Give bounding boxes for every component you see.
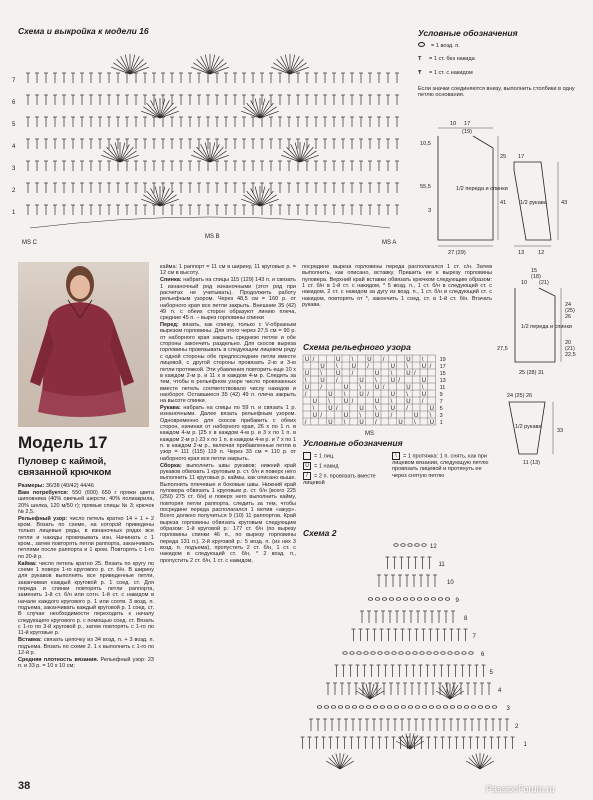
svg-text:24: 24 — [565, 302, 572, 308]
svg-text:U: U — [320, 364, 325, 370]
svg-text:\: \ — [375, 406, 377, 412]
svg-text:\: \ — [312, 406, 315, 412]
svg-text:/: / — [429, 364, 432, 370]
svg-text:/: / — [367, 392, 369, 398]
p2-top-a: 15 — [531, 268, 538, 274]
svg-text:U: U — [421, 364, 427, 370]
pattern-front-back-2 — [495, 266, 591, 382]
p1-center: 1/2 переда и спинки — [456, 186, 508, 192]
chart2-row-number: 9 — [455, 598, 459, 604]
top-chart-row-number: 2 — [12, 188, 16, 194]
svg-text:U: U — [359, 378, 364, 384]
relief-row-number: 15 — [439, 371, 446, 377]
svg-text:/: / — [351, 371, 354, 377]
svg-text:\: \ — [343, 420, 346, 426]
crochet-chart-2 — [300, 535, 525, 790]
legend-top-note: Если значки соединяются внизу, выполнить столбики в одну петлю основания. — [418, 86, 575, 99]
svg-text:24 (25) 26: 24 (25) 26 — [507, 393, 533, 399]
svg-text:U: U — [390, 364, 395, 370]
svg-text:\: \ — [343, 392, 346, 398]
svg-text:U: U — [390, 392, 395, 398]
svg-text:U: U — [343, 399, 349, 405]
relief-row-number: 3 — [439, 413, 443, 419]
relief-row-number: 17 — [439, 364, 446, 370]
knit-icon — [303, 452, 311, 460]
top-chart-row-number: 6 — [12, 100, 16, 106]
p1s-center: 1/2 рукава — [520, 200, 547, 206]
p1-top: 10 — [450, 121, 457, 127]
model-photo-illustration — [18, 262, 149, 427]
relief-chart-label: MS — [365, 431, 374, 437]
text-column-1: Размеры: 36/38 (40/42) 44/46 Вам потребуется: 550 (600) 650 г пряжи цвета шиповника (40% овечьей шерсти, 40% полиакрила, 20% шелка, 120 м/50 г); прямые спицы № 3; крючок № 2,5. Рельефный узор: число петель кратно 14 + 1 + 2 кром. Вязать по схеме, на которой приведены только лицевые ряды, в изнаночных рядах все петли и накиды провязывать изн. Начинать с 1 кром., затем повторять петли раппорта, заканчивать петлями после раппорта и 1 кром. Повторять с 1-го по 20-й р. Кайма: число петель кратно 25. Вязать по кругу по схеме 1 поверх 1-го кругового р. ст. б/н. В ширину для рукавов выполнять все приведенные петли, заканчивая каждый круговой р. 1 соед. ст. Для переда и спинки повторять петли раппорта, заменить 1-й ст. б/н или сотн. 1-й ст. с накидом в начале каждого кругового р. 1 или соотв. 3 возд. п. подъема, заканчивать каждый круговой р. 1 соед. ст. В случае необходимости переходить к началу следующего кругового р. с помощью соед. ст. Вязать с 1-го по 3-й круговой р., затем повторять с 1-го по 11-й круговые р. Вставка: связать цепочку из 34 возд. п. + 3 возд. п. подъема. Вязать по схеме 2. 1 х выполнить с 1-го по 12-й р. Средняя плотность вязания. Рельефный узор: 23 п. и 33 р. = 10 х 10 см; — [18, 483, 155, 670]
p2-top-paren-a: (18) — [531, 274, 541, 280]
model-subtitle: Пуловер с каймой, связанной крючком — [18, 456, 112, 478]
svg-text:(25): (25) — [565, 308, 575, 314]
model-title: Модель 17 — [18, 433, 108, 452]
svg-text:/: / — [320, 385, 323, 391]
pattern-front-back-1 — [418, 118, 590, 258]
legend-top-item-chain: = 1 возд. п. — [418, 42, 588, 56]
svg-text:/: / — [382, 357, 385, 363]
svg-text:U: U — [375, 371, 380, 377]
text-column-2: кайма: 1 раппорт = 11 см в ширину, 11 круговых р. = 12 см в высоту. Спинка: набрать на спицы 115 (129) 143 п. и связать 1 изнаночный ряд изнаночными (этот ряд при расчетах не учитывать). Продолжить работу рельефным узором. Через 48,5 см = 160 р. от наборного края все петли закрыть. Внешние 35 (42) 49 п. с обеих сторон образуют линию плеча, средние 45 п. – вырез горловины спинки Перед: вязать, как спинку, только с V-образным вырезом горловины. Для этого через 27,5 см = 90 р. от наборного края закрыть среднюю петлю и обе стороны закончить раздельно. Для скосов выреза горловины провязывать в следующем лицевом ряду с одной стороны обе предпоследние петли вместе лицевой, с другой стороны провязать 2-ю и 3-ю петли протяжкой. Эти убавления повторить еще 10 х в каждом 2-м р. и 11 х в каждом 4-м р. Следить за тем, чтобы в рельефном узоре число провязанных вместе петель соответствовало числу накидов и наоборот. Оставшиеся 35 (42) 49 п. плеча закрыть на высоте спинки. Рукава: набрать на спицы по 59 п. и связать 1 р. изнаночными. Далее вязать рельефным узором. Одновременно для скосов прибавить с обеих сторон, начиная от наборного края, 26 х по 1 п. в каждом 4-м р. [25 х в каждом 4-м р. и 3 х по 1 п. в каждом 2-м р.) 23 х по 1 п. в каждом 4-м р. и 7 х по 1 п. в каждом 2-м р., включая прибавленные петли в узор = 111 (115) 119 п. Через 33 см = 110 р. от наборного края все петли закрыть. Сборка: выполнить швы рукавов; нижний край рукавов обвязать 1 круговым р. ст. б/н и поверх него выполнить 11 круговых р. каймы, как описано выше. Выполнить плечевые и боковые швы. Нижний край пуловера обвязать 1 круговым р. ст. б/н [всего 225 (250) 275 ст. б/н] и поверх него выполнить кайму, повторяя петли раппорта, следить за тем, чтобы посредине переда располагался 1 мотив «ажур». Всего должно получиться 9 (10) 11 раппортов. Край выреза горловины обвязать круговым следующим образом: 1-й круговой р.: 177 ст. б/н (по вырезу горловины спинки 46 п., по вырезу горловины переда 131 п.). 2-й круговой р.: 5 возд. п. (из них 3 возд. п. подъема), пропустить 2 ст. б/н, 1 ст. с накидом в следующий ст. б/н, * 2 возд. п., пропустить 2 ст. б/н, 1 ст. с накидом, — [160, 264, 297, 564]
svg-text:U: U — [328, 420, 333, 426]
relief-stitch-chart — [303, 355, 468, 437]
svg-text:/: / — [390, 413, 393, 419]
svg-text:\: \ — [414, 420, 416, 426]
svg-text:\: \ — [429, 413, 432, 419]
svg-text:U: U — [304, 385, 310, 391]
p1-bottom: 27 (29) — [448, 250, 466, 256]
relief-row-number: 9 — [439, 392, 443, 398]
svg-text:(21): (21) — [565, 346, 575, 352]
p2-center: 1/2 переда и спинки — [521, 324, 572, 330]
svg-text:U: U — [312, 413, 317, 419]
top-chart-row-number: 7 — [12, 78, 16, 84]
svg-text:/: / — [414, 371, 416, 377]
p1s-top: 17 — [518, 154, 525, 160]
p2-left: 27,5 — [497, 346, 508, 352]
relief-row-number: 13 — [439, 378, 446, 384]
chart2-row-number: 1 — [523, 742, 527, 748]
top-chart-label-right: MS A — [382, 240, 397, 246]
svg-text:U: U — [375, 413, 380, 419]
p2-bottom: 25 (28) 31 — [519, 370, 545, 376]
relief-row-number: 19 — [439, 357, 446, 363]
relief-row-number: 7 — [439, 399, 443, 405]
k2tog-icon: / — [303, 472, 311, 480]
chart2-row-number: 12 — [430, 544, 437, 550]
svg-text:/: / — [382, 385, 385, 391]
svg-text:U: U — [328, 392, 333, 398]
svg-text:U: U — [336, 357, 341, 363]
top-chart-row-number: 1 — [12, 210, 16, 216]
text-column-3: посредине выреза горловины переда располагался 1 ст. с/н. Затем выполнить, как описано, вставку. Пришить ее к вырезу горловины пуловера. Верхний край вставки обвязать крючком следующим образом: 1 ст. б/н в 1-й ст. с накидом, * 5 возд. п., 1 ст. б/н в следующий ст. с накидом, 2 ст. с накидом за дугу из возд. п., 1 ст. б/н в следующий ст. с накидом, повторять от *, закончить 1 соед. ст. в 1-й ст. б/н. Втачать рукава. — [302, 264, 492, 309]
chart2-row-number: 10 — [447, 580, 454, 586]
svg-text:U: U — [375, 385, 380, 391]
svg-text:U: U — [312, 399, 317, 405]
svg-text:U: U — [359, 406, 364, 412]
svg-text:U: U — [336, 371, 341, 377]
single-crochet-icon: T — [418, 56, 422, 62]
svg-text:\: \ — [390, 371, 393, 377]
svg-text:/: / — [421, 399, 424, 405]
svg-text:U: U — [359, 392, 364, 398]
svg-text:U: U — [429, 406, 434, 412]
svg-text:U: U — [359, 420, 364, 426]
yarn-over-icon: U — [303, 462, 311, 470]
top-crochet-chart — [10, 38, 410, 253]
svg-text:/: / — [304, 392, 307, 398]
svg-text:U: U — [421, 378, 427, 384]
svg-text:\: \ — [328, 399, 330, 405]
svg-text:U: U — [406, 371, 411, 377]
svg-text:11 (13): 11 (13) — [523, 460, 541, 466]
svg-text:\: \ — [359, 385, 362, 391]
svg-text:U: U — [406, 357, 411, 363]
chart2-row-number: 4 — [498, 688, 502, 694]
double-crochet-icon: Ŧ — [418, 70, 422, 76]
model-photo — [18, 262, 149, 427]
svg-text:U: U — [343, 385, 349, 391]
svg-text:U: U — [398, 420, 403, 426]
top-chart-row-number: 3 — [12, 166, 16, 172]
p1-top-2: 17 — [464, 121, 471, 127]
svg-text:\: \ — [390, 399, 393, 405]
svg-text:U: U — [414, 413, 419, 419]
svg-text:\: \ — [336, 364, 338, 370]
svg-text:\: \ — [375, 378, 377, 384]
svg-text:U: U — [367, 357, 372, 363]
svg-text:\: \ — [421, 357, 424, 363]
svg-text:U: U — [429, 420, 434, 426]
chart2-row-number: 6 — [481, 652, 485, 658]
svg-text:/: / — [398, 378, 401, 384]
ssk-icon: \ — [392, 452, 400, 460]
svg-text:U: U — [421, 392, 427, 398]
top-chart-row-number: 5 — [12, 122, 16, 128]
chart2-row-number: 2 — [515, 724, 519, 730]
p1-left-a: 10,5 — [420, 141, 431, 147]
svg-text:/: / — [351, 399, 354, 405]
chart2-row-number: 8 — [464, 616, 468, 622]
top-chart-row-number: 4 — [12, 144, 16, 150]
svg-text:U: U — [320, 378, 325, 384]
p1-right-a: 25 — [500, 154, 507, 160]
relief-row-number: 11 — [439, 385, 446, 391]
svg-text:U: U — [328, 406, 333, 412]
svg-text:/: / — [336, 378, 338, 384]
pattern-sleeve-2 — [495, 388, 591, 468]
svg-text:1/2 рукава: 1/2 рукава — [515, 424, 542, 430]
svg-text:22,5: 22,5 — [565, 352, 576, 358]
p1-left-c: 3 — [428, 208, 432, 214]
chart2-title: Схема 2 — [303, 528, 337, 538]
svg-text:U: U — [351, 364, 356, 370]
svg-text:U: U — [343, 413, 349, 419]
p1-left-b: 55,5 — [420, 184, 431, 190]
svg-text:/: / — [367, 364, 369, 370]
p2-top-paren-b: (21) — [539, 280, 549, 286]
p2-top-b: 10 — [521, 280, 528, 286]
p1-right-b: 41 — [500, 200, 507, 206]
svg-text:\: \ — [406, 364, 408, 370]
svg-text:/: / — [320, 413, 323, 419]
svg-text:U: U — [406, 399, 411, 405]
top-chart-title: Схема и выкройка к модели 16 — [18, 26, 149, 36]
svg-text:/: / — [375, 420, 377, 426]
top-chart-label-mid: MS B — [205, 234, 220, 240]
svg-text:26: 26 — [565, 314, 572, 320]
top-chart-label-left: MS C — [22, 240, 37, 246]
p1s-bottom-b: 12 — [538, 250, 545, 256]
chart2-row-number: 7 — [472, 634, 476, 640]
svg-text:\: \ — [359, 413, 362, 419]
svg-text:\: \ — [304, 378, 307, 384]
page-number: 38 — [18, 780, 31, 792]
p1s-right: 43 — [561, 200, 568, 206]
svg-text:\: \ — [320, 371, 323, 377]
svg-text:/: / — [336, 406, 338, 412]
svg-text:\: \ — [406, 392, 408, 398]
svg-text:U: U — [375, 399, 380, 405]
svg-text:33: 33 — [557, 428, 564, 434]
svg-text:\: \ — [421, 385, 424, 391]
chart2-row-number: 11 — [438, 562, 445, 568]
legend-top-item-sc: T = 1 ст. без накида — [418, 56, 475, 62]
svg-text:U: U — [390, 406, 395, 412]
legend-top-title: Условные обозначения — [418, 28, 518, 38]
legend-top-item-dc: Ŧ = 1 ст. с накидом — [418, 70, 473, 76]
chain-stitch-icon — [418, 42, 425, 47]
svg-text:\: \ — [351, 357, 354, 363]
svg-text:U: U — [406, 385, 411, 391]
watermark: PassionForum.ru — [486, 784, 555, 794]
p1-top-paren: (19) — [462, 129, 472, 135]
relief-chart-title: Схема рельефного узора — [303, 342, 411, 352]
legend-bottom-title: Условные обозначения — [303, 438, 403, 448]
chart2-row-number: 5 — [489, 670, 493, 676]
svg-text:U: U — [304, 357, 310, 363]
svg-text:/: / — [406, 406, 408, 412]
svg-text:U: U — [390, 378, 395, 384]
svg-text:/: / — [312, 357, 315, 363]
relief-row-number: 5 — [439, 406, 443, 412]
relief-row-number: 1 — [439, 420, 443, 426]
svg-text:20: 20 — [565, 340, 572, 346]
chart2-row-number: 3 — [506, 706, 510, 712]
p1s-bottom-a: 13 — [518, 250, 525, 256]
svg-text:/: / — [304, 420, 307, 426]
svg-text:U: U — [304, 371, 310, 377]
